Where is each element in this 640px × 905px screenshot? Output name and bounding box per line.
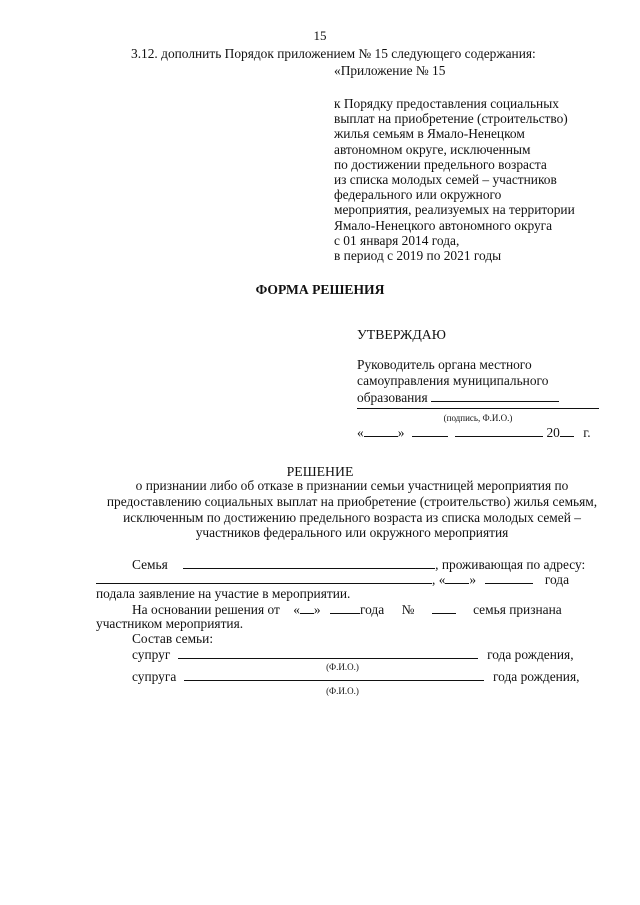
appendix-line: по достижении предельного возраста [334,156,547,172]
intro-paragraph: 3.12. дополнить Порядок приложением № 15 следующего содержания: [131,46,536,61]
date-quote-open: « [357,425,364,440]
appendix-line: из списка молодых семей – участников [334,172,557,188]
date-year-blank[interactable] [560,424,574,437]
family-label: Семья [132,557,168,572]
basis-number-blank[interactable] [432,601,456,614]
basis-month-blank[interactable] [330,601,360,614]
approval-heading: УТВЕРЖДАЮ [357,327,446,342]
approval-date-line [357,424,591,441]
municipality-blank[interactable] [431,389,559,402]
basis-number-sign: № [401,602,415,617]
appendix-line: к Порядку предоставления социальных [334,96,559,111]
address-blank[interactable] [96,571,432,584]
approval-block [357,357,607,406]
date-open: , « [432,572,446,587]
basis-quote-close: » [313,602,321,617]
husband-birth-label: года рождения, [487,647,574,662]
signature-caption: (подпись, Ф.И.О.) [443,413,513,423]
approval-line-3 [357,389,607,406]
submit-day-blank[interactable] [445,571,469,584]
approval-line-2: самоуправления муниципального [357,373,549,388]
basis-day-blank[interactable] [300,601,314,614]
submit-month-blank[interactable] [485,571,533,584]
composition-line [96,631,602,647]
basis-suffix: семья признана [473,602,562,617]
husband-name-blank[interactable] [178,646,478,659]
appendix-title: «Приложение № 15 [334,63,446,78]
municipality-label: образования [357,390,428,405]
date-year-prefix: 20 [546,425,560,440]
participant-line: участником мероприятия. [96,616,244,631]
appendix-line: мероприятия, реализуемых на территории [334,202,575,218]
wife-fio-caption: (Ф.И.О.) [326,686,359,696]
wife-birth-label: года рождения, [493,669,580,684]
date-close: » [469,572,477,587]
family-name-blank[interactable] [183,556,435,569]
decision-title: РЕШЕНИЕ [286,464,354,479]
husband-label: супруг [132,647,171,662]
basis-year: года [359,602,385,617]
appendix-line: федерального или окружного [334,187,502,203]
address-label: , проживающая по адресу: [435,557,586,572]
appendix-line: автономном округе, исключенным [334,141,531,157]
form-title: ФОРМА РЕШЕНИЯ [255,282,385,297]
appendix-line: выплат на приобретение (строительство) [334,111,568,127]
year-word: года [544,572,570,587]
appendix-description [334,96,614,263]
composition-label: Состав семьи: [132,631,214,646]
decision-subtitle: о признании либо об отказе в признании семьи участницей мероприятия по предоставлению социальных выплат на приобретение (строительство) жилья семьям, исключенным по достижению предельного возраста из списка молодых семей – участников федерального или окружного мероприятия [106,478,598,541]
wife-label: супруга [132,669,177,684]
husband-fio-caption: (Ф.И.О.) [326,662,359,672]
appendix-line: в период с 2019 по 2021 годы [334,248,502,264]
appendix-line: с 01 января 2014 года, [334,232,460,248]
date-month-blank[interactable] [412,424,448,437]
basis-quote-open: « [293,602,300,617]
date-month-blank-2[interactable] [455,424,543,437]
basis-prefix: На основании решения от [132,602,280,617]
submitted-line: подала заявление на участие в мероприятии. [96,586,351,601]
signature-line[interactable] [357,408,599,409]
date-quote-close: » [397,425,405,440]
approval-line-1: Руководитель органа местного [357,357,532,372]
page-number: 15 [313,28,327,43]
date-year-suffix: г. [583,425,591,440]
date-day-blank[interactable] [364,424,398,437]
wife-name-blank[interactable] [184,668,484,681]
appendix-line: жилья семьям в Ямало-Ненецком [334,126,525,142]
appendix-line: Ямало-Ненецкого автономного округа [334,217,553,233]
